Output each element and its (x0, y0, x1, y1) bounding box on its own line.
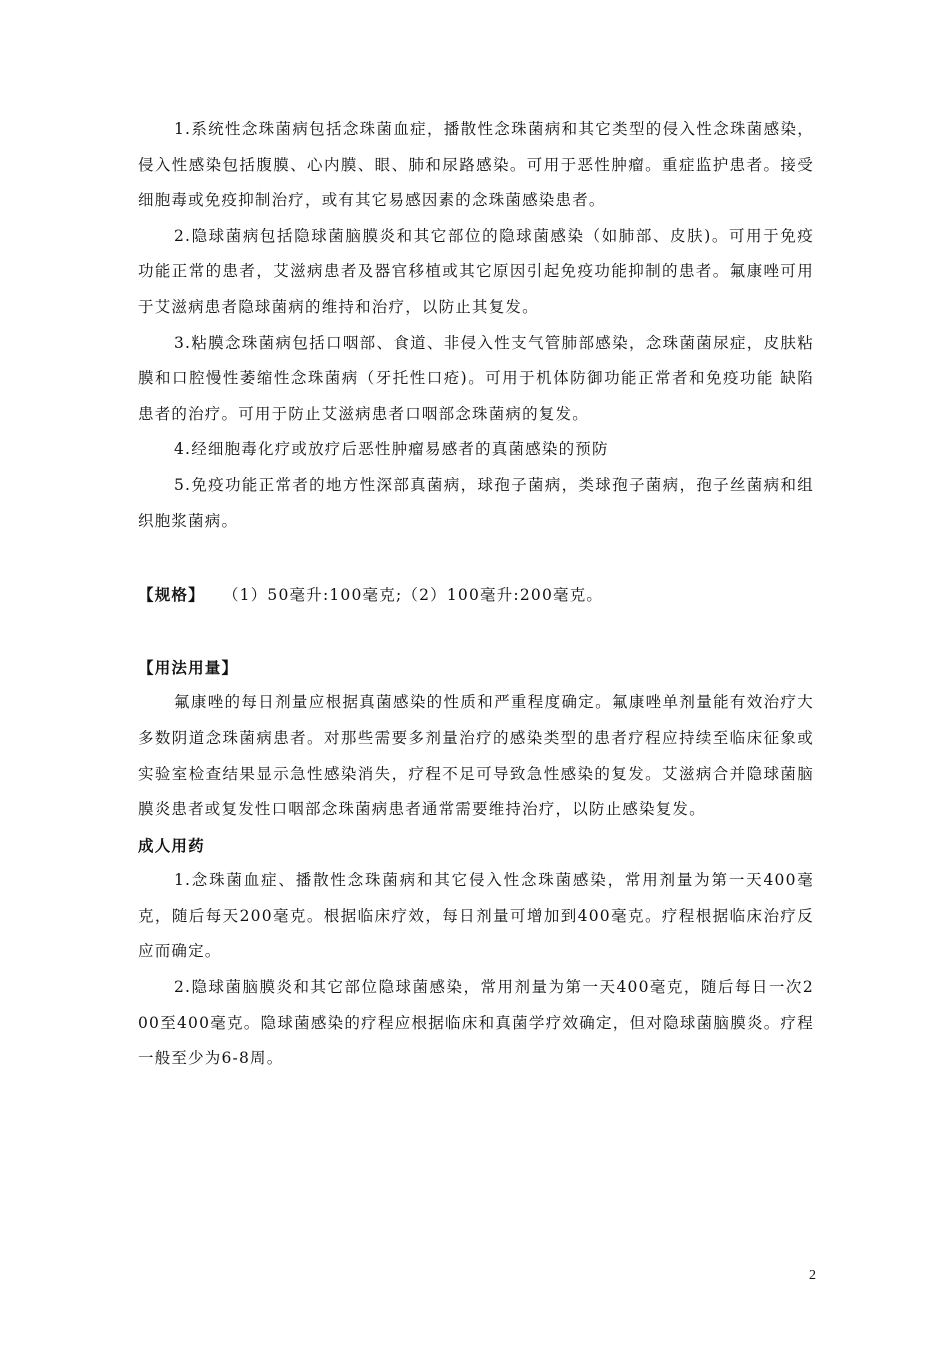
spec-label: 【规格】 (138, 585, 205, 605)
section-spacer (138, 539, 814, 577)
dosage-intro-paragraph: 氟康唑的每日剂量应根据真菌感染的性质和严重程度确定。氟康唑单剂量能有效治疗大多数阴道念珠菌病患者。对那些需要多剂量治疗的感染类型的患者疗程应持续至临床征象或实验室检查结果显示急性感染消失，疗程不足可导致急性感染的复发。艾滋病合并隐球菌脑膜炎患者或复发性口咽部念珠菌病患者通常需要维持治疗，以防止感染复发。 (138, 693, 814, 819)
indication-paragraph-5: 5.免疫功能正常者的地方性深部真菌病，球孢子菌病，类球孢子菌病，孢子丝菌病和组织胞浆菌病。 (138, 475, 814, 530)
section-spacer (138, 614, 814, 650)
document-body (138, 112, 814, 1077)
adult-dosage-heading: 成人用药 (138, 835, 205, 855)
spec-value: （1）50毫升:100毫克;（2）100毫升:200毫克。 (222, 586, 604, 605)
spec-row (138, 577, 814, 614)
indication-paragraph-1: 1.系统性念珠菌病包括念珠菌血症，播散性念珠菌病和其它类型的侵入性念珠菌感染，侵入性感染包括腹膜、心内膜、眼、肺和尿路感染。可用于恶性肿瘤。重症监护患者。接受细胞毒或免疫抑制治疗，或有其它易感因素的念珠菌感染患者。 (138, 120, 814, 210)
adult-dosage-item-2: 2.隐球菌脑膜炎和其它部位隐球菌感染，常用剂量为第一天400毫克，随后每日一次200至400毫克。隐球菌感染的疗程应根据临床和真菌学疗效确定，但对隐球菌脑膜炎。疗程一般至少为6-8周。 (138, 978, 814, 1068)
indication-paragraph-3: 3.粘膜念珠菌病包括口咽部、食道、非侵入性支气管肺部感染，念珠菌菌尿症，皮肤粘膜和口腔慢性萎缩性念珠菌病（牙托性口疮)。可用于机体防御功能正常者和免疫功能 缺陷患者的治疗。可用于防止艾滋病患者口咽部念珠菌病的复发。 (138, 333, 814, 423)
page-number: 2 (809, 1268, 816, 1283)
dosage-heading: 【用法用量】 (138, 657, 239, 677)
indication-paragraph-4: 4.经细胞毒化疗或放疗后恶性肿瘤易感者的真菌感染的预防 (174, 440, 609, 459)
indication-paragraph-2: 2.隐球菌病包括隐球菌脑膜炎和其它部位的隐球菌感染（如肺部、皮肤)。可用于免疫功能正常的患者，艾滋病患者及器官移植或其它原因引起免疫功能抑制的患者。氟康唑可用于艾滋病患者隐球菌病的维持和治疗，以防止其复发。 (138, 226, 814, 316)
adult-dosage-item-1: 1.念珠菌血症、播散性念珠菌病和其它侵入性念珠菌感染，常用剂量为第一天400毫克，随后每天200毫克。根据临床疗效，每日剂量可增加到400毫克。疗程根据临床治疗反应而确定。 (138, 871, 814, 961)
